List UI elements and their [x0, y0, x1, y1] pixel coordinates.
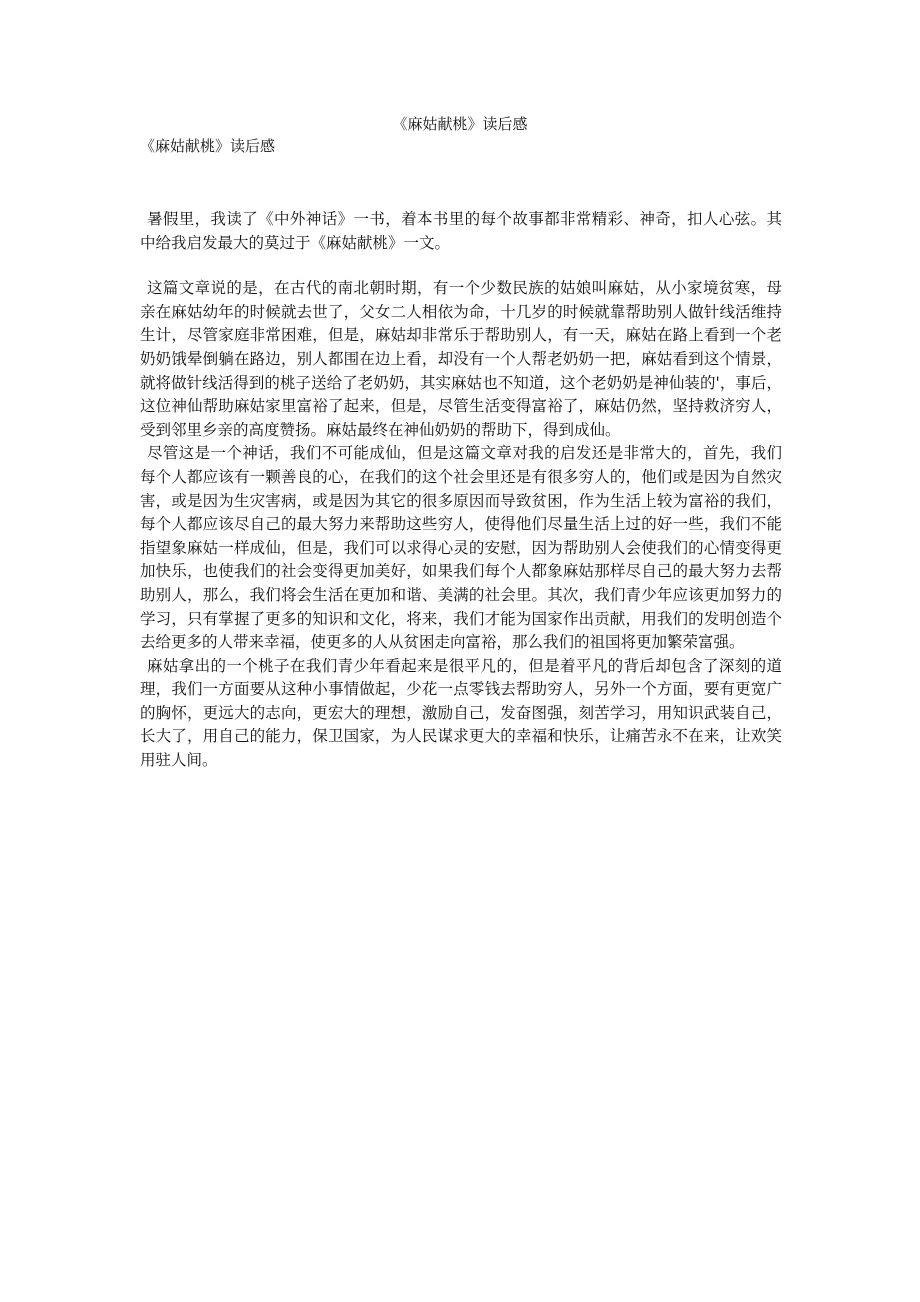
paragraph-reflection: 尽管这是一个神话，我们不可能成仙，但是这篇文章对我的启发还是非常大的，首先，我们每个人都应该有一颗善良的心，在我们的这个社会里还是有很多穷人的，他们或是因为自然灾害，或是因为生灾害病，或是因为其它的很多原因而导致贫困，作为生活上较为富裕的我们，每个人都应该尽自己的最大努力来帮助这些穷人，使得他们尽量生活上过的好一些，我们不能指望象麻姑一样成仙，但是，我们可以求得心灵的安慰，因为帮助别人会使我们的心情变得更加快乐，也使我们的社会变得更加美好，如果我们每个人都象麻姑那样尽自己的最大努力去帮助别人，那么，我们将会生活在更加和谐、美满的社会里。其次，我们青少年应该更加努力的学习，只有掌握了更多的知识和文化，将来，我们才能为国家作出贡献，用我们的发明创造个去给更多的人带来幸福，使更多的人从贫困走向富裕，那么我们的祖国将更加繁荣富强。 [140, 444, 782, 652]
document-body [140, 208, 782, 773]
paragraph-conclusion: 麻姑拿出的一个桃子在我们青少年看起来是很平凡的，但是着平凡的背后却包含了深刻的道理，我们一方面要从这种小事情做起，少花一点零钱去帮助穷人，另外一个方面，要有更宽广的胸怀，更远大的志向，更宏大的理想，激励自己，发奋图强，刻苦学习，用知识武装自己，长大了，用自己的能力，保卫国家，为人民谋求更大的幸福和快乐，让痛苦永不在来，让欢笑用驻人间。 [140, 656, 782, 770]
paragraph-story: 这篇文章说的是，在古代的南北朝时期，有一个少数民族的姑娘叫麻姑，从小家境贫寒，母亲在麻姑幼年的时候就去世了，父女二人相依为命，十几岁的时候就靠帮助别人做针线活维持生计，尽管家庭非常困难，但是，麻姑却非常乐于帮助别人，有一天，麻姑在路上看到一个老奶奶饿晕倒躺在路边，别人都围在边上看，却没有一个人帮老奶奶一把，麻姑看到这个情景，就将做针线活得到的桃子送给了老奶奶，其实麻姑也不知道，这个老奶奶是神仙装的'，事后，这位神仙帮助麻姑家里富裕了起来，但是，尽管生活变得富裕了，麻姑仍然，坚持救济穷人，受到邻里乡亲的高度赞扬。麻姑最终在神仙奶奶的帮助下，得到成仙。 [140, 279, 782, 439]
document-subtitle: 《麻姑献桃》读后感 [140, 137, 276, 155]
paragraph-intro: 暑假里，我读了《中外神话》一书，着本书里的每个故事都非常精彩、神奇，扣人心弦。其中给我启发最大的莫过于《麻姑献桃》一文。 [140, 210, 782, 252]
document-title: 《麻姑献桃》读后感 [392, 115, 528, 133]
